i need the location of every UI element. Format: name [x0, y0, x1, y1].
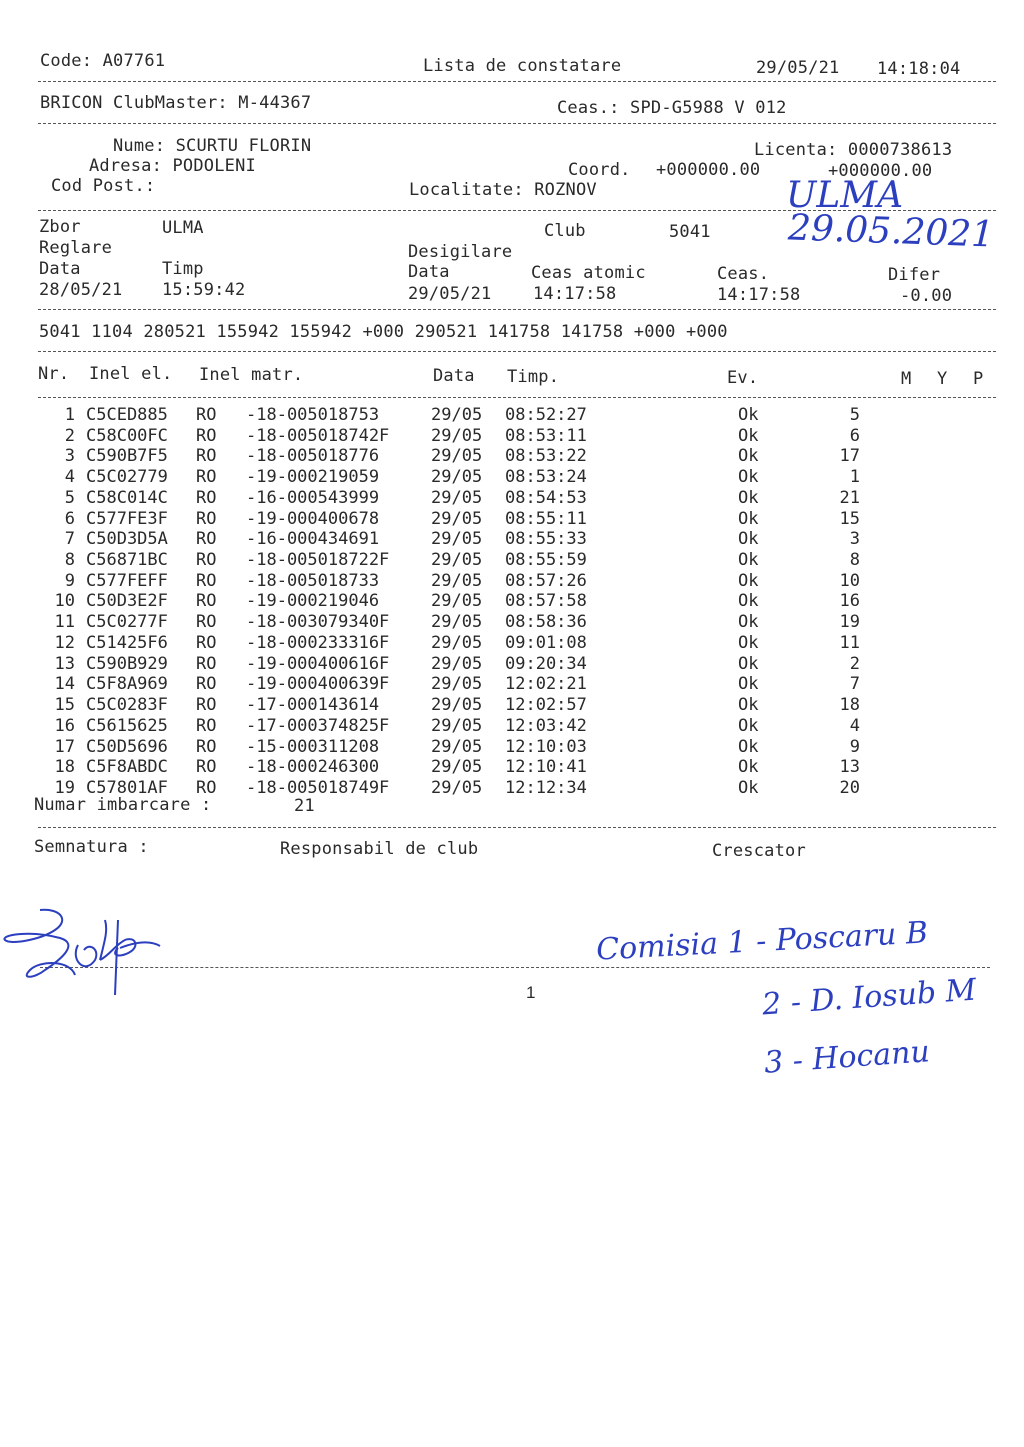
country-code: RO — [196, 529, 217, 550]
device-label: BRICON ClubMaster: M-44367 — [40, 93, 312, 113]
arrival-time: 12:02:57 — [505, 695, 587, 716]
arrival-date: 29/05 — [431, 757, 483, 778]
difference-label: Difer — [888, 265, 941, 285]
arrival-date: 29/05 — [431, 425, 483, 446]
reglare-time-label: Timp — [162, 259, 204, 279]
country-code: RO — [196, 632, 217, 653]
table-row — [0, 571, 1024, 591]
col-header-timp: Timp. — [507, 367, 560, 387]
table-row — [0, 467, 1024, 487]
col-header-inel-matr: Inel matr. — [199, 365, 304, 385]
chip-id: C50D3D5A — [86, 529, 168, 550]
chip-id: C58C00FC — [86, 425, 168, 446]
chip-id: C590B7F5 — [86, 446, 168, 467]
rank: 8 — [849, 550, 860, 571]
row-number: 15 — [54, 695, 75, 716]
row-number: 14 — [54, 674, 75, 695]
col-header-y: Y — [937, 369, 948, 389]
arrival-time: 12:10:03 — [505, 736, 587, 757]
event-status: Ok — [738, 632, 759, 653]
event-status: Ok — [738, 736, 759, 757]
rank: 1 — [849, 467, 860, 488]
ring-number: -19-000400616F — [246, 653, 390, 674]
separator — [38, 309, 996, 310]
separator — [38, 827, 996, 828]
table-row — [0, 591, 1024, 611]
rank: 11 — [839, 632, 860, 653]
chip-id: C5C0283F — [86, 695, 168, 716]
handwritten-race-name: ULMA — [786, 175, 904, 216]
clock-time: 14:17:58 — [717, 285, 801, 305]
event-status: Ok — [738, 715, 759, 736]
country-code: RO — [196, 446, 217, 467]
print-time: 14:18:04 — [877, 59, 961, 79]
row-number: 1 — [64, 405, 75, 425]
difference-value: -0.00 — [900, 286, 953, 306]
table-row — [0, 488, 1024, 508]
country-code: RO — [196, 405, 217, 425]
ring-number: -18-005018733 — [246, 570, 380, 591]
row-number: 16 — [54, 715, 75, 736]
chip-id: C5F8A969 — [86, 674, 168, 695]
ring-number: -19-000400639F — [246, 674, 390, 695]
rank: 2 — [849, 653, 860, 674]
zbor-value: ULMA — [162, 218, 204, 238]
event-status: Ok — [738, 674, 759, 695]
row-number: 10 — [54, 591, 75, 612]
locality: Localitate: ROZNOV — [409, 180, 597, 200]
row-number: 6 — [64, 508, 75, 529]
ring-number: -18-005018722F — [246, 550, 390, 571]
arrival-time: 08:53:11 — [505, 425, 587, 446]
chip-id: C5615625 — [86, 715, 168, 736]
arrival-date: 29/05 — [431, 405, 483, 425]
arrival-date: 29/05 — [431, 550, 483, 571]
boarding-label: Numar imbarcare : — [34, 795, 212, 815]
ring-number: -19-000219059 — [246, 467, 380, 488]
arrival-date: 29/05 — [431, 715, 483, 736]
event-status: Ok — [738, 446, 759, 467]
country-code: RO — [196, 757, 217, 778]
ring-number: -18-005018749F — [246, 777, 390, 798]
country-code: RO — [196, 736, 217, 757]
table-row — [0, 405, 1024, 425]
rank: 16 — [839, 591, 860, 612]
country-code: RO — [196, 674, 217, 695]
row-number: 9 — [64, 570, 75, 591]
chip-id: C50D5696 — [86, 736, 168, 757]
boarding-value: 21 — [294, 796, 315, 816]
ring-number: -19-000400678 — [246, 508, 380, 529]
country-code: RO — [196, 591, 217, 612]
arrival-time: 08:53:24 — [505, 467, 587, 488]
owner-address: Adresa: PODOLENI — [89, 156, 256, 176]
country-code: RO — [196, 550, 217, 571]
arrival-date: 29/05 — [431, 591, 483, 612]
country-code: RO — [196, 487, 217, 508]
ring-number: -18-005018753 — [246, 405, 380, 425]
arrival-date: 29/05 — [431, 487, 483, 508]
rank: 19 — [839, 612, 860, 633]
col-header-m: M — [901, 369, 912, 389]
document-title: Lista de constatare — [423, 56, 622, 76]
event-status: Ok — [738, 653, 759, 674]
table-row — [0, 529, 1024, 549]
handwritten-date: 29.05.2021 — [787, 207, 995, 256]
handwritten-signature — [0, 900, 220, 1010]
arrival-date: 29/05 — [431, 777, 483, 798]
arrival-date: 29/05 — [431, 674, 483, 695]
ring-number: -18-000246300 — [246, 757, 380, 778]
chip-id: C5C0277F — [86, 612, 168, 633]
club-label: Club — [544, 221, 586, 241]
chip-id: C577FE3F — [86, 508, 168, 529]
rank: 15 — [839, 508, 860, 529]
chip-id: C56871BC — [86, 550, 168, 571]
arrival-date: 29/05 — [431, 529, 483, 550]
chip-id: C5CED885 — [86, 405, 168, 425]
reglare-date: 28/05/21 — [39, 280, 123, 300]
license-number: Licenta: 0000738613 — [754, 140, 953, 160]
desigilare-date: 29/05/21 — [408, 284, 492, 304]
event-status: Ok — [738, 757, 759, 778]
rank: 10 — [839, 570, 860, 591]
row-number: 19 — [54, 777, 75, 798]
arrival-date: 29/05 — [431, 612, 483, 633]
country-code: RO — [196, 425, 217, 446]
coord-value-2: +000000.00 — [828, 161, 933, 181]
arrival-date: 29/05 — [431, 570, 483, 591]
desigilare-label: Desigilare — [408, 242, 513, 262]
arrival-time: 12:03:42 — [505, 715, 587, 736]
ring-number: -18-005018742F — [246, 425, 390, 446]
chip-id: C50D3E2F — [86, 591, 168, 612]
atomic-clock-label: Ceas atomic — [531, 263, 646, 283]
coord-value-1: +000000.00 — [656, 160, 761, 180]
country-code: RO — [196, 612, 217, 633]
ring-number: -17-000143614 — [246, 695, 380, 716]
table-row — [0, 716, 1024, 736]
handwritten-commission-1: Comisia 1 - Poscaru B — [595, 915, 929, 968]
chip-id: C577FEFF — [86, 570, 168, 591]
event-status: Ok — [738, 425, 759, 446]
arrival-time: 12:12:34 — [505, 777, 587, 798]
table-row — [0, 674, 1024, 694]
row-number: 12 — [54, 632, 75, 653]
chip-id: C57801AF — [86, 777, 168, 798]
table-row — [0, 426, 1024, 446]
ring-number: -18-000233316F — [246, 632, 390, 653]
reglare-label: Reglare — [39, 238, 113, 258]
row-number: 17 — [54, 736, 75, 757]
rank: 13 — [839, 757, 860, 778]
zbor-label: Zbor — [39, 217, 81, 237]
country-code: RO — [196, 508, 217, 529]
event-status: Ok — [738, 508, 759, 529]
event-status: Ok — [738, 591, 759, 612]
country-code: RO — [196, 715, 217, 736]
club-value: 5041 — [669, 222, 711, 242]
row-number: 3 — [64, 446, 75, 467]
separator — [38, 123, 996, 124]
print-date: 29/05/21 — [756, 58, 840, 78]
ring-number: -16-000543999 — [246, 487, 380, 508]
atomic-time: 14:17:58 — [533, 284, 617, 304]
table-row — [0, 446, 1024, 466]
row-number: 2 — [64, 425, 75, 446]
arrival-time: 09:20:34 — [505, 653, 587, 674]
event-status: Ok — [738, 467, 759, 488]
chip-id: C58C014C — [86, 487, 168, 508]
desigilare-date-label: Data — [408, 262, 450, 282]
ring-number: -19-000219046 — [246, 591, 380, 612]
rank: 17 — [839, 446, 860, 467]
event-status: Ok — [738, 612, 759, 633]
arrival-time: 08:55:59 — [505, 550, 587, 571]
ring-number: -16-000434691 — [246, 529, 380, 550]
arrival-date: 29/05 — [431, 467, 483, 488]
row-number: 13 — [54, 653, 75, 674]
event-status: Ok — [738, 529, 759, 550]
separator — [38, 81, 996, 82]
event-status: Ok — [738, 570, 759, 591]
code-line: 5041 1104 280521 155942 155942 +000 290521 141758 141758 +000 +000 — [39, 322, 728, 342]
table-row — [0, 737, 1024, 757]
row-number: 4 — [64, 467, 75, 488]
rank: 5 — [849, 405, 860, 425]
clock-label: Ceas.: SPD-G5988 V 012 — [557, 98, 787, 118]
rank: 18 — [839, 695, 860, 716]
arrival-date: 29/05 — [431, 508, 483, 529]
code-label: Code: A07761 — [40, 51, 166, 71]
row-number: 18 — [54, 757, 75, 778]
owner-postcode: Cod Post.: — [51, 176, 156, 196]
row-number: 11 — [54, 612, 75, 633]
arrival-time: 08:53:22 — [505, 446, 587, 467]
country-code: RO — [196, 695, 217, 716]
arrival-time: 08:57:26 — [505, 570, 587, 591]
ring-number: -17-000374825F — [246, 715, 390, 736]
separator — [38, 351, 996, 352]
arrival-time: 08:58:36 — [505, 612, 587, 633]
arrival-time: 12:10:41 — [505, 757, 587, 778]
chip-id: C5F8ABDC — [86, 757, 168, 778]
arrival-time: 08:55:11 — [505, 508, 587, 529]
arrival-time: 09:01:08 — [505, 632, 587, 653]
handwritten-commission-2: 2 - D. Iosub M — [761, 972, 978, 1023]
event-status: Ok — [738, 695, 759, 716]
rank: 3 — [849, 529, 860, 550]
clock-time-label: Ceas. — [717, 264, 770, 284]
arrival-time: 08:52:27 — [505, 405, 587, 425]
rank: 9 — [849, 736, 860, 757]
col-header-nr: Nr. — [38, 364, 70, 384]
reglare-date-label: Data — [39, 259, 81, 279]
event-status: Ok — [738, 550, 759, 571]
page-number: 1 — [526, 983, 536, 1002]
arrival-date: 29/05 — [431, 736, 483, 757]
country-code: RO — [196, 467, 217, 488]
col-header-ev: Ev. — [727, 368, 759, 388]
event-status: Ok — [738, 405, 759, 425]
col-header-p: P — [973, 369, 984, 389]
country-code: RO — [196, 777, 217, 798]
handwritten-commission-3: 3 - Hocanu — [762, 1034, 931, 1081]
coord-label: Coord. — [568, 160, 631, 180]
chip-id: C51425F6 — [86, 632, 168, 653]
arrival-date: 29/05 — [431, 632, 483, 653]
owner-name: Nume: SCURTU FLORIN — [113, 136, 312, 156]
table-row — [0, 757, 1024, 777]
chip-id: C5C02779 — [86, 467, 168, 488]
rank: 6 — [849, 425, 860, 446]
chip-id: C590B929 — [86, 653, 168, 674]
reglare-time: 15:59:42 — [162, 280, 246, 300]
rank: 4 — [849, 715, 860, 736]
col-header-data: Data — [433, 366, 475, 386]
arrival-time: 08:54:53 — [505, 487, 587, 508]
table-row — [0, 633, 1024, 653]
table-row — [0, 509, 1024, 529]
club-responsible-label: Responsabil de club — [280, 839, 479, 859]
row-number: 8 — [64, 550, 75, 571]
row-number: 5 — [64, 487, 75, 508]
rank: 20 — [839, 777, 860, 798]
arrival-time: 08:55:33 — [505, 529, 587, 550]
event-status: Ok — [738, 487, 759, 508]
table-row — [0, 550, 1024, 570]
arrival-time: 08:57:58 — [505, 591, 587, 612]
breeder-label: Crescator — [712, 841, 806, 861]
table-row — [0, 612, 1024, 632]
rank: 7 — [849, 674, 860, 695]
table-row — [0, 695, 1024, 715]
ring-number: -15-000311208 — [246, 736, 380, 757]
rank: 21 — [839, 487, 860, 508]
arrival-date: 29/05 — [431, 653, 483, 674]
event-status: Ok — [738, 777, 759, 798]
country-code: RO — [196, 653, 217, 674]
country-code: RO — [196, 570, 217, 591]
arrival-date: 29/05 — [431, 695, 483, 716]
arrival-time: 12:02:21 — [505, 674, 587, 695]
col-header-inel-el: Inel el. — [89, 364, 173, 384]
table-row — [0, 654, 1024, 674]
signature-label: Semnatura : — [34, 837, 149, 857]
separator — [38, 397, 996, 398]
ring-number: -18-005018776 — [246, 446, 380, 467]
arrival-date: 29/05 — [431, 446, 483, 467]
row-number: 7 — [64, 529, 75, 550]
ring-number: -18-003079340F — [246, 612, 390, 633]
